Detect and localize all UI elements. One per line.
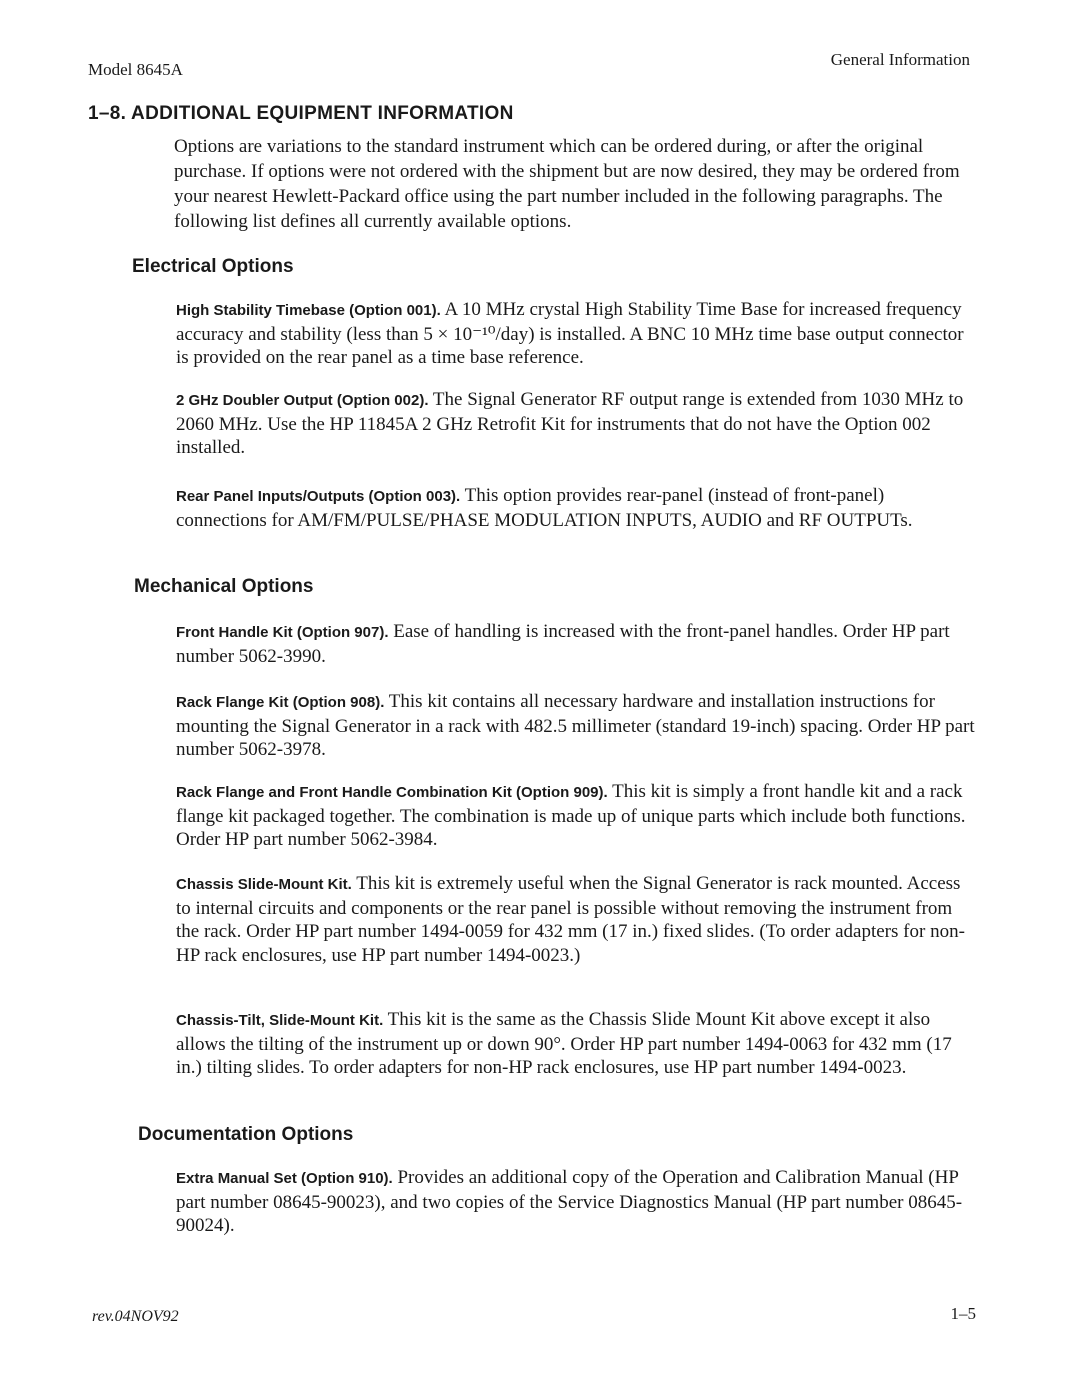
- header-section: General Information: [830, 50, 970, 69]
- option-001-paragraph: [176, 298, 976, 370]
- option-003-lead: Rear Panel Inputs/Outputs (Option 003).: [176, 488, 461, 505]
- option-002-paragraph: [176, 388, 976, 460]
- option-002-text: The Signal Generator RF output range is extended from 1030 MHz to 2060 MHz. Use the HP 11845A 2 GHz Retrofit Kit for instruments that do not have the Option 002 installed.: [176, 389, 964, 458]
- documentation-heading: Documentation Options: [138, 1124, 354, 1145]
- electrical-heading: Electrical Options: [132, 256, 294, 277]
- tilt-slide-mount-text: This kit is the same as the Chassis Slide Mount Kit above except it also allows the tilting of the instrument up or down 90°. Order HP part number 1494-0063 for 432 mm (17 in.) tilting slides. To order adapters for non-HP rack enclosures, use HP part number 1494-0023.: [176, 1009, 952, 1078]
- tilt-slide-mount-lead: Chassis-Tilt, Slide-Mount Kit.: [176, 1012, 384, 1029]
- option-003-paragraph: [176, 484, 976, 532]
- option-908-paragraph: [176, 690, 976, 762]
- option-908-text: This kit contains all necessary hardware and installation instructions for mounting the Signal Generator in a rack with 482.5 millimeter (standard 19-inch) spacing. Order HP part number 5062-3978.: [176, 691, 975, 760]
- option-907-paragraph: [176, 620, 976, 668]
- option-909-paragraph: [176, 780, 976, 852]
- option-909-text: This kit is simply a front handle kit and a rack flange kit packaged together. The combination is made up of unique parts which include both functions. Order HP part number 5062-3984.: [176, 781, 966, 850]
- intro-paragraph: Options are variations to the standard instrument which can be ordered during, or after the original purchase. If options were not ordered with the shipment but are now desired, they may be ordered from your nearest Hewlett-Packard office using the part number included in the following paragraphs. The following list defines all currently available options.: [174, 136, 960, 232]
- header-model: Model 8645A: [88, 60, 183, 79]
- option-910-text: Provides an additional copy of the Operation and Calibration Manual (HP part number 08645-90023), and two copies of the Service Diagnostics Manual (HP part number 08645-90024).: [176, 1167, 963, 1236]
- slide-mount-text: This kit is extremely useful when the Signal Generator is rack mounted. Access to internal circuits and components or the rear panel is possible without removing the instrument from the rack. Order HP part number 1494-0059 for 432 mm (17 in.) fixed slides. (To order adapters for non-HP rack enclosures, use HP part number 1494-0023.): [176, 873, 965, 966]
- option-907-lead: Front Handle Kit (Option 907).: [176, 624, 389, 641]
- option-909-lead: Rack Flange and Front Handle Combination Kit (Option 909).: [176, 784, 608, 801]
- option-907-text: Ease of handling is increased with the front-panel handles. Order HP part number 5062-3990.: [176, 621, 950, 667]
- option-908-lead: Rack Flange Kit (Option 908).: [176, 694, 385, 711]
- option-002-lead: 2 GHz Doubler Output (Option 002).: [176, 392, 429, 409]
- option-001-text: A 10 MHz crystal High Stability Time Base for increased frequency accuracy and stability (less than 5 × 10⁻¹⁰/day) is installed. A BNC 10 MHz time base output connector is provided on the rear panel as a time base reference.: [176, 299, 964, 368]
- mechanical-heading: Mechanical Options: [134, 576, 314, 597]
- option-910-paragraph: [176, 1166, 976, 1238]
- slide-mount-paragraph: [176, 872, 976, 967]
- option-910-lead: Extra Manual Set (Option 910).: [176, 1170, 393, 1187]
- option-001-lead: High Stability Timebase (Option 001).: [176, 302, 441, 319]
- slide-mount-lead: Chassis Slide-Mount Kit.: [176, 876, 352, 893]
- section-title: 1–8. ADDITIONAL EQUIPMENT INFORMATION: [88, 103, 514, 124]
- page-number: 1–5: [950, 1304, 976, 1323]
- footer-revision: rev.04NOV92: [92, 1308, 179, 1325]
- tilt-slide-mount-paragraph: [176, 1008, 976, 1080]
- option-003-text: This option provides rear-panel (instead of front-panel) connections for AM/FM/PULSE/PHASE MODULATION INPUTS, AUDIO and RF OUTPUTs.: [176, 485, 913, 531]
